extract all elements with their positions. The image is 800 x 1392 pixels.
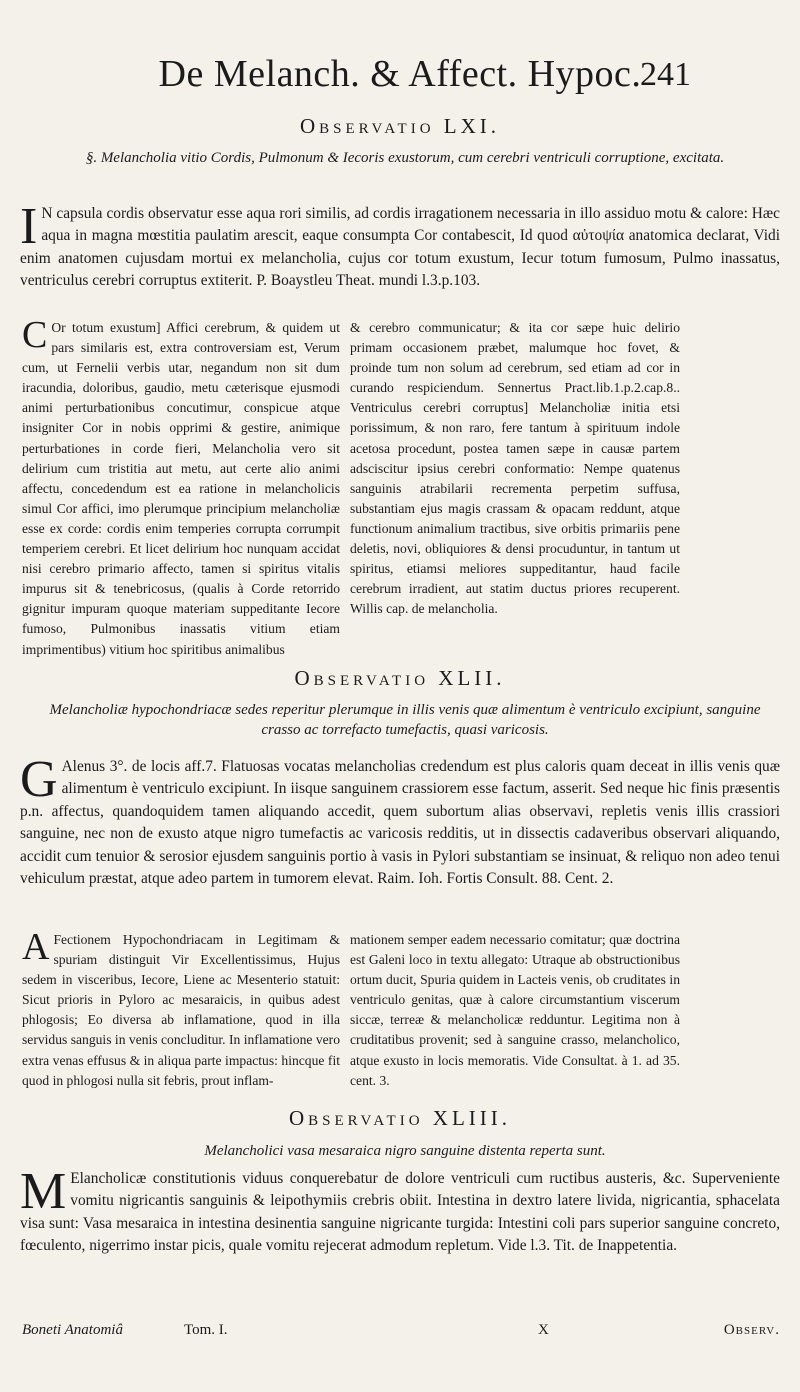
obs42-subtitle: Melancholiæ hypochondriacæ sedes reperitur plerumque in illis venis quæ alimentum è ventriculo excipiunt, sanguine crasso ac torrefacto tumefactis, quasi varicosis. [49,702,761,738]
obs42-left-text: Fectionem Hypochondriacam in Legitimam & spuriam distinguit Vir Excellentissimus, Hujus sedem in visceribus, Iecore, Liene ac Mesenterio statuit: Sicut prioris in Pyloro ac mesaraicis, in quibus adest phlogosis; Eo diversa ab inflamatione, quod in illa servidus sanguis in venis concluditur. In inflamatione vero extra venas effusus & in aliqua parte impactus: hincque fit quod in phlogosi nulla sit febris, prout inflam- [22,932,340,1088]
obs42-left-column [22,926,340,1091]
obs61-subtitle: §. Melancholia vitio Cordis, Pulmonum & Iecoris exustorum, cum cerebri ventriculi corruptione, excitata. [85,150,725,166]
obs61-text: N capsula cordis observatur esse aqua rori similis, ad cordis irragationem necessaria in illo assiduo motu & calore: Hæc aqua in magna mœstitia paulatim arescit, eaque consumpta Cor contabescit, Id quod αὐτοψία anatomica declarat, Vidi enim anatomen cujusdam mortui ex melancholia, cujus cor totum exustum, Iecur totum fumosum, Pulmo inassatus, ventriculus cerebri corruptus extiterit. P. Boaystleu Theat. mundi l.3.p.103. [20,205,780,290]
obs42-col-dropcap: A [22,926,50,968]
obs61-right-column: & cerebro communicatur; & ita cor sæpe huic delirio primam occasionem præbet, malumque hoc fovet, & proinde tum non solum ad cerebrum, sed etiam ad cor in curando respiciendum. Sennertus Pract.lib.1.p.2.cap.8.. Ventriculus cerebri corruptus] Melancholiæ initia etsi porissimum, & non raro, fere tantum à spirituum indole acetosa procedunt, postea tamen sæpe in causæ partem adsciscitur ipsius cerebri conformatio: Nempe quatenus sanguinis atrabilarii recrementa perpetim suffusa, substantiam ejus magis crassam & opacam reddunt, atque functionum animalium tractibus, sive orbitis primariis pene deletis, novi, obliquiores & densi procuduntur, in tantum ut spiritus, etiamsi meliores suppeditantur, haud facile cerebrum irradient, aut statim ductus priores recuperent. Willis cap. de melancholia. [350,320,680,617]
obs42-text: Alenus 3°. de locis aff.7. Flatuosas vocatas melancholias credendum est plus caloris quam deceat in illis venis quæ alimentum è ventriculo excipiunt. In iisque sanguinem crassiorem esse factum, asserit. Sed neque hic finis præsentis p.n. affectus, quandoquidem tamen aliquando accedit, quem subortum alias observavi, repletis venis illis crassiori sanguine, nec non de exusto atque nigro tumefactis ac varicosis redditis, ut in dissectis cadaveribus observari aliquando, accidit cum tenuior & serosior ejusdem sanguinis portio à vasis in Pylori substantiam se insinuat, & reliquo non adeo tenui vehiculum præstat, atque adeo partem in tumorem elevat. Raim. Ioh. Fortis Consult. 88. Cent. 2. [20,758,780,888]
obs61-col-dropcap: C [22,314,48,356]
page-footer [22,1322,780,1348]
footer-volume: Tom. I. [184,1322,228,1338]
obs61-heading: Observatio LXI. [299,114,501,138]
obs43-subtitle: Melancholici vasa mesaraica nigro sanguine distenta reperta sunt. [204,1143,606,1159]
obs42-dropcap: G [20,751,58,808]
obs42-paragraph [20,751,780,890]
footer-signature: Boneti Anatomiâ [22,1322,123,1338]
page-number: 241 [640,56,691,93]
obs43-text: Elancholicæ constitutionis viduus conquerebatur de dolore ventriculi cum ructibus austeris, &c. Superveniente vomitu nigricantis sanguinis & leipothymiis crebris obiit. Intestina in dextro latere livida, nigricantia, sphacelata visa sunt: Vasa mesaraica in intestina desinentia sanguine nigricante turgida: Intestini coli pars superior sanguine concreto, fœculento, nigerrimo instar picis, quale vomitu rejecerat admodum repletum. Vide l.3. Tit. de Inappetentia. [20,1170,780,1255]
obs43-paragraph [20,1163,780,1258]
footer-signature-mark: X [538,1322,549,1338]
footer-catchword: Observ. [723,1322,780,1338]
obs42-heading: Observatio XLII. [294,666,506,690]
running-title: De Melanch. & Affect. Hypoc. [158,53,642,95]
obs61-paragraph [20,198,780,293]
obs42-right-column: mationem semper eadem necessario comitatur; quæ doctrina est Galeni loco in textu allegato: Utraque ab obstructionibus ortum ducit, Spuria quidem in Lacteis venis, ob cruditates in ventriculo genitas, quæ à calore circumstantium viscerum siccæ, terreæ & melancholicæ redduntur. Legitima non à cruditatibus provenit; sed à sanguine crasso, melancholico, atque exusto in locis memoratis. Vide Consultat. à 1. ad 35. cent. 3. [350,932,680,1088]
obs61-dropcap: I [20,198,38,255]
obs43-heading: Observatio XLIII. [288,1106,511,1130]
obs43-dropcap: M [20,1163,67,1220]
obs61-left-text: Or totum exustum] Affici cerebrum, & quidem ut pars similaris est, extra controversiam est, Verum cum, ut Fernelii verbis utar, negandum non sit dum iracundia, doloribus, gaudio, metu cæterisque ejusmodi animi perturbationibus concutimur, conspicue atque insigniter Cor in nobis opprimi & gestire, animique perturbationes in corde fieri, Melancholia vero sit delirium cum tristitia aut metu, aut certe alio animi affectu, concedendum est ea ratione in melancholicis simul Cor affici, imo plerumque principium melancholiæ esse ex corde: cordis enim temperies corrupta corrumpit temperiem cerebri. Et licet delirium hoc nunquam accidat nisi cerebro primario affecto, tamen si spiritus vitalis impurus sit & tenebricosus, (qualis à Corde retorrido gignitur impuram quoque materiam suppeditante Iecore fumoso, Pulmonibus inassatis vitium etiam imprimentibus) vitium hoc spiritibus animalibus [22,320,340,657]
obs61-left-column [22,314,340,660]
